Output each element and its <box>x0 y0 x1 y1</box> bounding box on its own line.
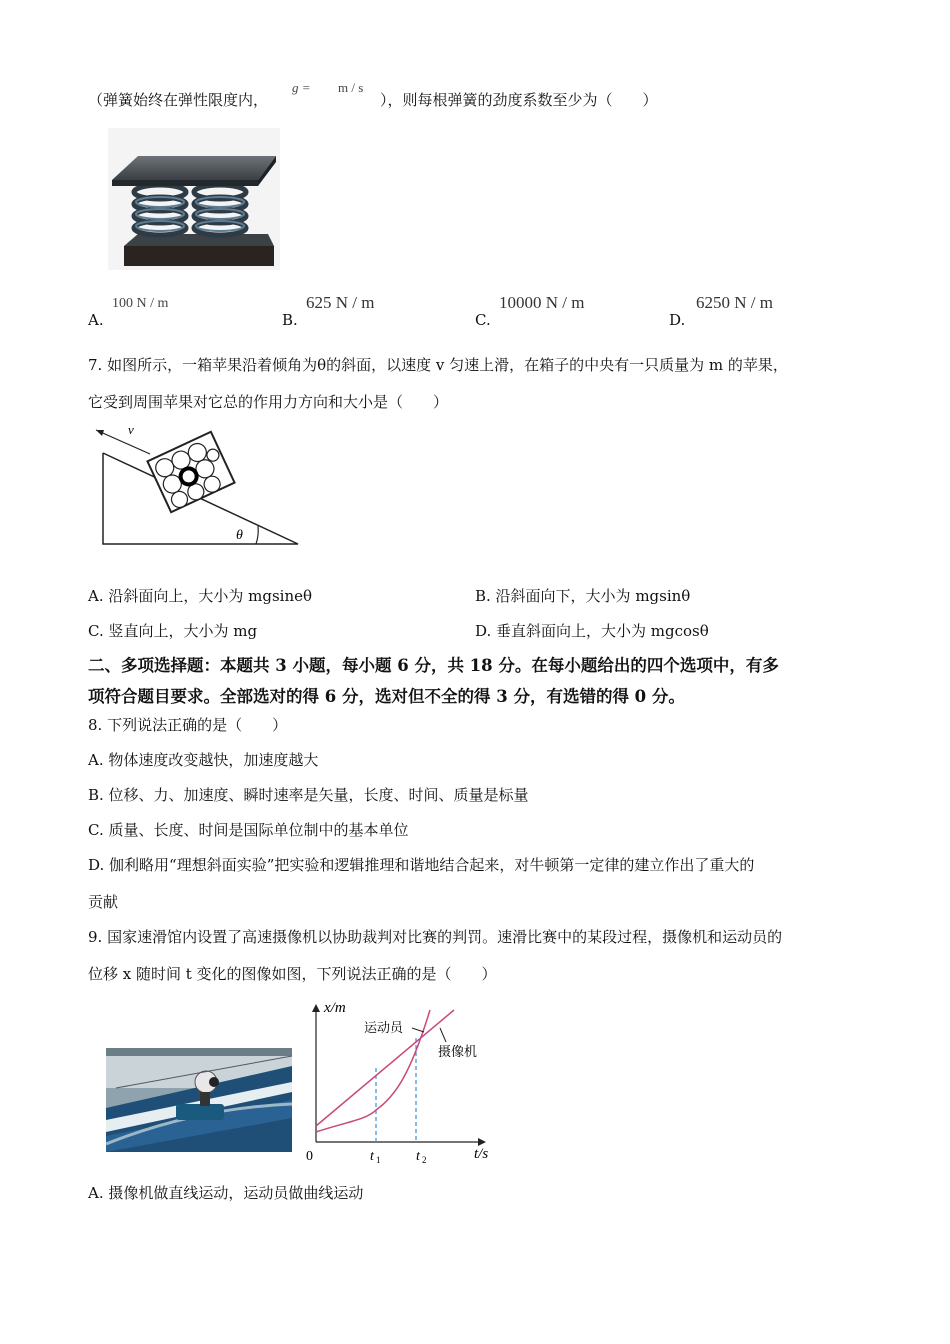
incline-apple-box-figure <box>88 420 308 550</box>
q6-option-d-value: 6250 N / m <box>696 293 773 312</box>
q6-g-unit: m / s <box>338 80 364 95</box>
angle-arc <box>256 526 258 544</box>
q9-option-a: A. 摄像机做直线运动，运动员做曲线运动 <box>88 1184 364 1202</box>
q8-stem: 8. 下列说法正确的是（ ） <box>88 716 288 734</box>
speed-skating-camera-photo <box>106 1048 292 1152</box>
q7-option-d: D. 垂直斜面向上，大小为 mgcosθ <box>475 622 709 640</box>
theta-label: θ <box>236 528 243 543</box>
q6-g-label: g = <box>292 80 311 95</box>
velocity-label: v <box>128 422 134 437</box>
q6-option-b-letter: B. <box>282 311 298 329</box>
q6-stem-post: ），则每根弹簧的劲度系数至少为（ ） <box>380 91 658 109</box>
t1-label: t <box>370 1149 374 1164</box>
q9-stem-line2: 位移 x 随时间 t 变化的图像如图，下列说法正确的是（ ） <box>88 965 497 983</box>
apple-box <box>147 432 234 512</box>
q6-option-c-letter: C. <box>475 311 491 329</box>
q6-option-a-letter: A. <box>88 311 104 329</box>
section2-title-line1: 二、多项选择题：本题共 3 小题，每小题 6 分，共 18 分。在每小题给出的四个选项中，有多 <box>88 656 779 675</box>
q8-option-b: B. 位移、力、加速度、瞬时速率是矢量，长度、时间、质量是标量 <box>88 786 529 804</box>
y-axis-label: x/m <box>324 1000 346 1016</box>
x-axis-label: t/s <box>474 1146 489 1162</box>
q7-option-c: C. 竖直向上，大小为 mg <box>88 622 258 640</box>
q6-stem-pre: （弹簧始终在弹性限度内， <box>88 91 269 109</box>
q7-option-a: A. 沿斜面向上，大小为 mgsineθ <box>88 587 313 605</box>
t1-subscript: 1 <box>376 1155 381 1164</box>
q9-stem-line1: 9. 国家速滑馆内设置了高速摄像机以协助裁判对比赛的判罚。速滑比赛中的某段过程，摄像机和运动员的 <box>88 928 783 946</box>
q6-option-a-value: 100 N / m <box>112 296 169 311</box>
q7-stem-line1: 7. 如图所示，一箱苹果沿着倾角为θ的斜面，以速度 v 匀速上滑，在箱子的中央有一只质量为 m 的苹果， <box>88 356 788 374</box>
q8-option-d-continued: 贡献 <box>88 893 119 911</box>
q7-option-b: B. 沿斜面向下，大小为 mgsinθ <box>475 587 691 605</box>
q6-option-b-value: 625 N / m <box>306 293 375 312</box>
athlete-label: 运动员 <box>364 1021 404 1036</box>
q6-option-c-value: 10000 N / m <box>499 293 585 312</box>
q8-option-d: D. 伽利略用“理想斜面实验”把实验和逻辑推理和谐地结合起来，对牛顿第一定律的建立作出了重大的 <box>88 856 755 874</box>
x-t-graph <box>296 992 502 1164</box>
section2-title-line2: 项符合题目要求。全部选对的得 6 分，选对但不全的得 3 分，有选错的得 0 分。 <box>88 687 685 706</box>
spring-platform-image <box>108 128 280 270</box>
q7-stem-line2: 它受到周围苹果对它总的作用力方向和大小是（ ） <box>88 393 449 411</box>
t2-label: t <box>416 1149 420 1164</box>
q6-option-d-letter: D. <box>669 311 686 329</box>
origin-label: 0 <box>306 1149 313 1164</box>
q8-option-c: C. 质量、长度、时间是国际单位制中的基本单位 <box>88 821 409 839</box>
camera-label: 摄像机 <box>438 1045 478 1060</box>
t2-subscript: 2 <box>422 1155 427 1164</box>
q8-option-a: A. 物体速度改变越快，加速度越大 <box>88 751 319 769</box>
velocity-arrow <box>96 430 150 454</box>
